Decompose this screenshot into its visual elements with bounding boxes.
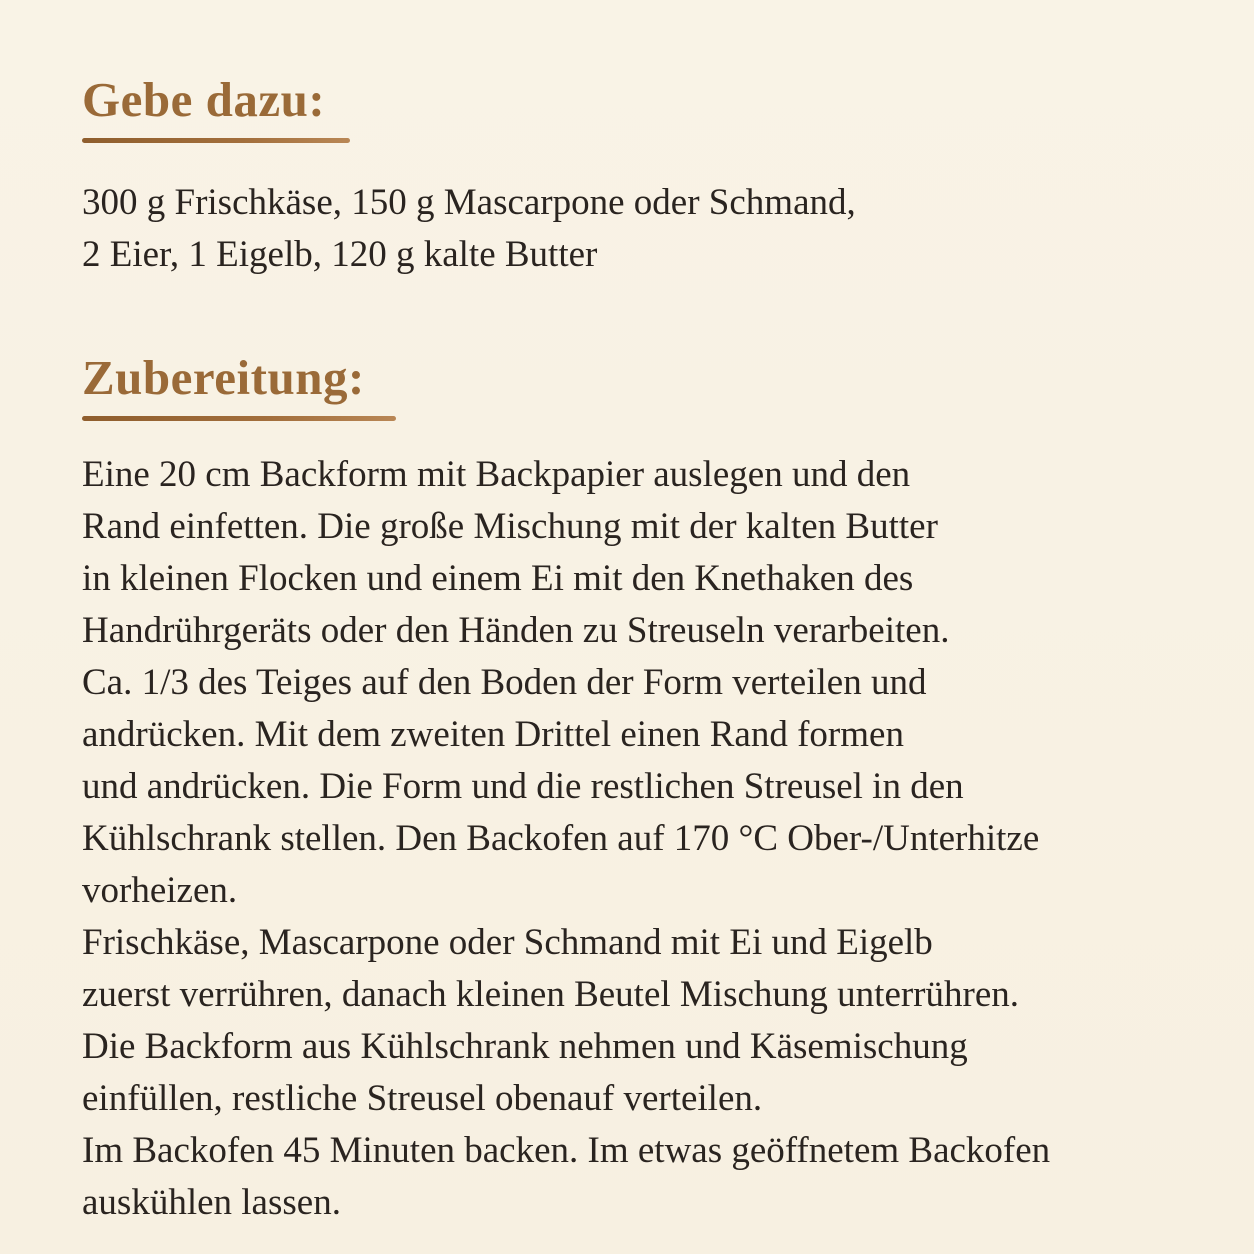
- ingredients-line: 300 g Frischkäse, 150 g Mascarpone oder Schmand,: [82, 182, 856, 223]
- preparation-line: vorheizen.: [82, 870, 238, 911]
- ingredients-text: [82, 177, 856, 281]
- ingredients-heading: Gebe dazu:: [82, 72, 326, 127]
- preparation-section: [82, 348, 1050, 1229]
- preparation-line: Rand einfetten. Die große Mischung mit der kalten Butter: [82, 506, 938, 547]
- preparation-line: Die Backform aus Kühlschrank nehmen und Käsemischung: [82, 1026, 968, 1067]
- preparation-heading: Zubereitung:: [82, 350, 365, 405]
- preparation-line: einfüllen, restliche Streusel obenauf verteilen.: [82, 1078, 763, 1119]
- preparation-line: auskühlen lassen.: [82, 1182, 341, 1223]
- preparation-line: andrücken. Mit dem zweiten Drittel einen Rand formen: [82, 714, 904, 755]
- preparation-line: Im Backofen 45 Minuten backen. Im etwas geöffnetem Backofen: [82, 1130, 1051, 1171]
- preparation-line: zuerst verrühren, danach kleinen Beutel Mischung unterrühren.: [82, 974, 1019, 1015]
- preparation-line: Ca. 1/3 des Teiges auf den Boden der Form verteilen und: [82, 662, 927, 703]
- ingredients-heading-underline: [82, 138, 350, 143]
- preparation-line: Eine 20 cm Backform mit Backpapier auslegen und den: [82, 454, 911, 495]
- preparation-line: Frischkäse, Mascarpone oder Schmand mit Ei und Eigelb: [82, 922, 933, 963]
- preparation-line: und andrücken. Die Form und die restlichen Streusel in den: [82, 766, 964, 807]
- preparation-line: Handrührgeräts oder den Händen zu Streuseln verarbeiten.: [82, 610, 950, 651]
- preparation-line: Kühlschrank stellen. Den Backofen auf 170 °C Ober-/Unterhitze: [82, 818, 1040, 859]
- ingredients-section: [82, 70, 856, 281]
- preparation-line: in kleinen Flocken und einem Ei mit den Knethaken des: [82, 558, 914, 599]
- preparation-heading-underline: [82, 416, 396, 421]
- ingredients-line: 2 Eier, 1 Eigelb, 120 g kalte Butter: [82, 234, 598, 275]
- preparation-text: [82, 449, 1050, 1229]
